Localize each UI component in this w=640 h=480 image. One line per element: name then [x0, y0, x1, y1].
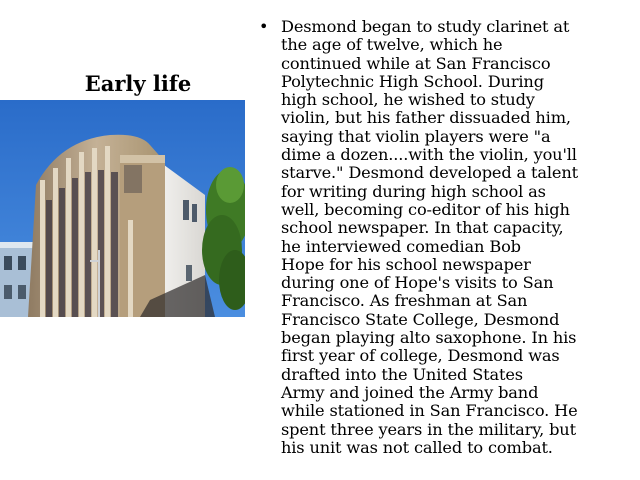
- text-line: while stationed in San Francisco. He: [281, 401, 578, 421]
- text-line: he interviewed comedian Bob: [281, 236, 521, 256]
- text-line: during one of Hope's visits to San: [281, 273, 554, 293]
- text-line: saying that violin players were "a: [281, 126, 551, 146]
- text-line: well, becoming co-editor of his high: [281, 199, 570, 219]
- text-line: spent three years in the military, but: [281, 419, 576, 439]
- building-photo-graphic: [0, 100, 245, 317]
- text-line: dime a dozen....with the violin, you'll: [281, 145, 577, 165]
- text-line: for writing during high school as: [281, 181, 546, 201]
- bullet-item: [256, 18, 636, 457]
- text-line: first year of college, Desmond was: [281, 346, 560, 366]
- building-photo: [0, 100, 245, 317]
- text-line: starve." Desmond developed a talent: [281, 163, 578, 183]
- text-line: continued while at San Francisco: [281, 53, 551, 73]
- text-line: Hope for his school newspaper: [281, 254, 531, 274]
- text-line: Desmond began to study clarinet at: [281, 17, 570, 36]
- text-line: Army and joined the Army band: [281, 382, 539, 402]
- slide-title: Early life: [84, 71, 192, 96]
- content-area: [256, 18, 636, 457]
- bullet-icon: •: [259, 17, 269, 36]
- text-line: school newspaper. In that capacity,: [281, 218, 564, 238]
- bullet-list: [256, 18, 636, 457]
- text-line: Polytechnic High School. During: [281, 71, 544, 91]
- text-line: his unit was not called to combat.: [281, 437, 553, 457]
- text-line: high school, he wished to study: [281, 90, 535, 110]
- text-line: Francisco. As freshman at San: [281, 291, 528, 311]
- text-line: Francisco State College, Desmond: [281, 309, 560, 329]
- text-line: began playing alto saxophone. In his: [281, 328, 577, 348]
- text-line: violin, but his father dissuaded him,: [281, 108, 571, 128]
- text-line: drafted into the United States: [281, 364, 523, 384]
- text-line: the age of twelve, which he: [281, 35, 503, 55]
- bullet-text: [281, 18, 633, 457]
